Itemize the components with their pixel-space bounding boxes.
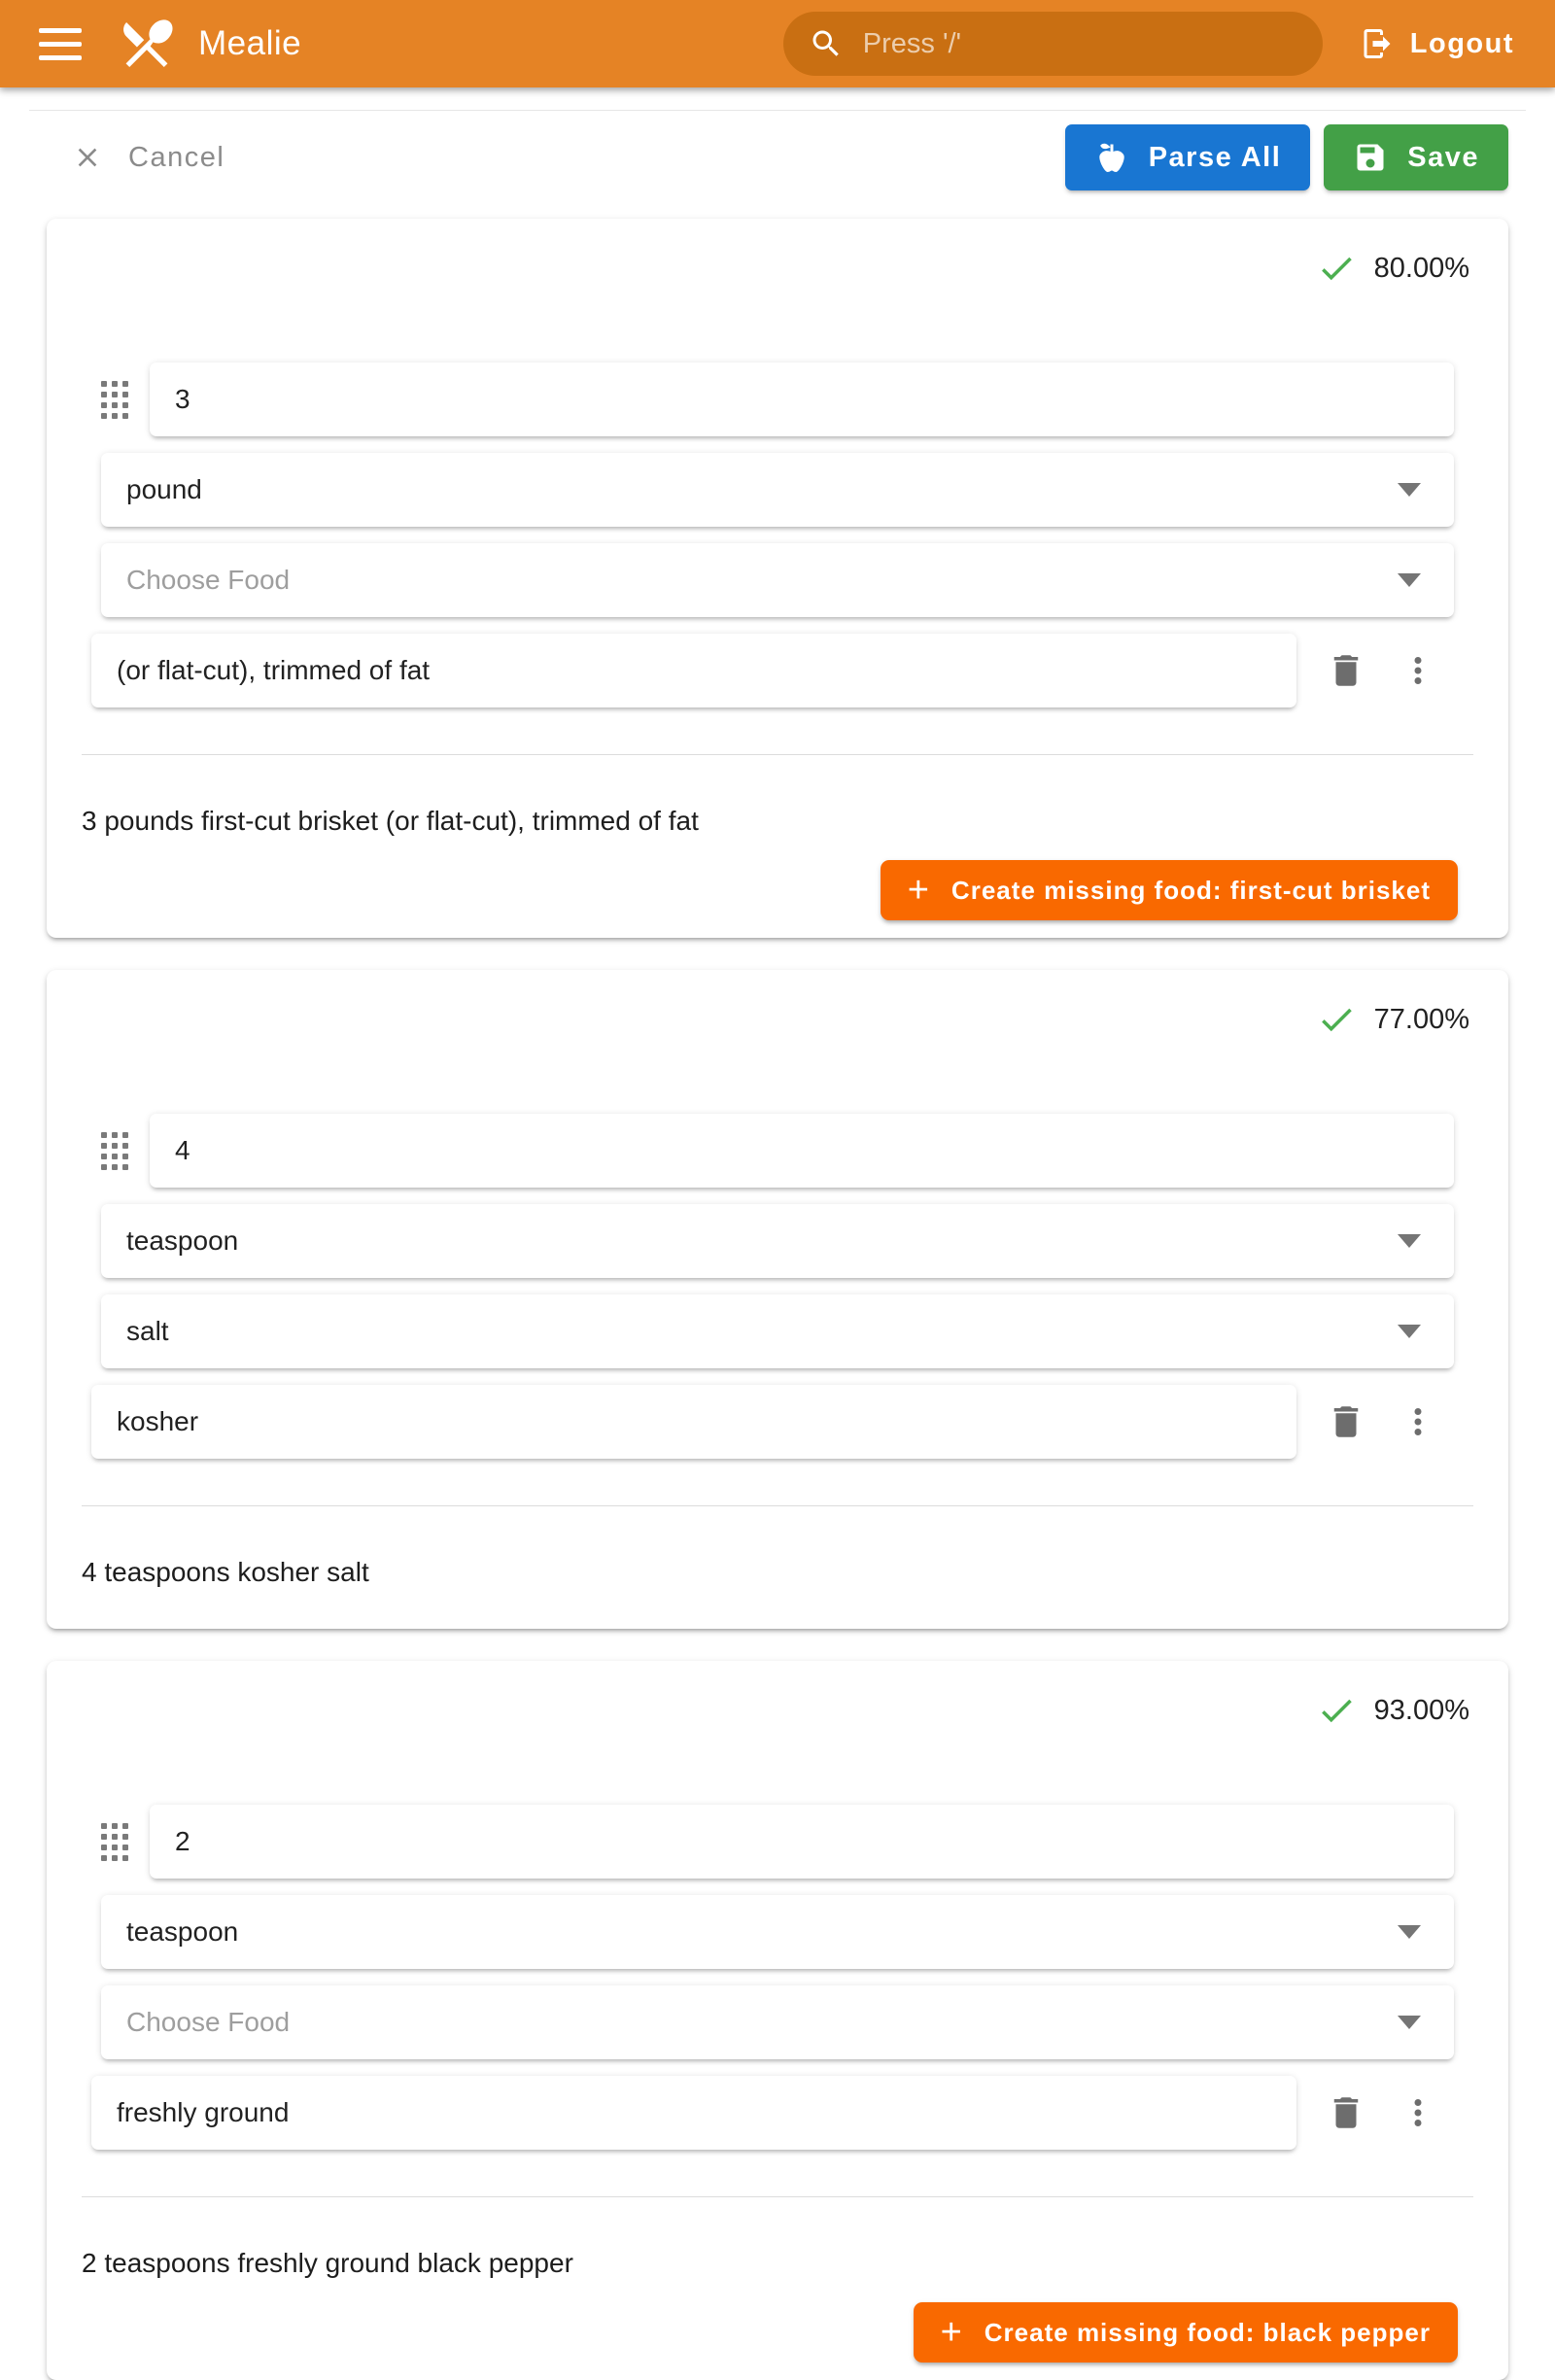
- quantity-input[interactable]: [175, 384, 1429, 415]
- confidence-check-icon: [1316, 1690, 1357, 1731]
- note-input[interactable]: [117, 2097, 1271, 2128]
- divider: [29, 110, 1526, 111]
- food-placeholder: Choose Food: [126, 565, 291, 595]
- confidence-percent: 77.00%: [1373, 1003, 1469, 1035]
- drag-handle-icon[interactable]: [101, 1132, 128, 1170]
- unit-select[interactable]: [101, 453, 1454, 527]
- search-icon: [809, 26, 844, 61]
- food-row: [101, 543, 1454, 617]
- quantity-field[interactable]: [150, 362, 1454, 436]
- quantity-field[interactable]: [150, 1114, 1454, 1188]
- cancel-button[interactable]: [72, 142, 225, 174]
- unit-select[interactable]: [101, 1895, 1454, 1969]
- ingredient-card-2: [47, 970, 1508, 1629]
- confidence-row: [82, 995, 1469, 1044]
- unit-row: [101, 1895, 1454, 1969]
- ingredient-card-3: [47, 1661, 1508, 2380]
- food-select[interactable]: [101, 543, 1454, 617]
- quantity-input[interactable]: [175, 1135, 1429, 1166]
- delete-button[interactable]: [1326, 2092, 1366, 2133]
- confidence-row: [82, 1686, 1469, 1735]
- chevron-down-icon: [1398, 1925, 1421, 1939]
- save-icon: [1353, 140, 1388, 175]
- note-field[interactable]: [91, 634, 1296, 707]
- trash-icon: [1326, 650, 1366, 691]
- trash-icon: [1326, 1401, 1366, 1442]
- more-options-button[interactable]: [1398, 650, 1438, 691]
- divider: [82, 2196, 1473, 2197]
- unit-select[interactable]: [101, 1204, 1454, 1278]
- hamburger-menu-icon[interactable]: [39, 28, 82, 60]
- apple-icon: [1094, 140, 1129, 175]
- quantity-field[interactable]: [150, 1805, 1454, 1879]
- original-ingredient-text: 3 pounds first-cut brisket (or flat-cut), trimmed of fat: [82, 806, 699, 836]
- kebab-menu-icon: [1398, 2092, 1438, 2133]
- ingredient-card-1: [47, 219, 1508, 938]
- food-placeholder: Choose Food: [126, 2007, 291, 2037]
- chevron-down-icon: [1398, 1325, 1421, 1338]
- create-missing-food-label: Create missing food: black pepper: [984, 2317, 1431, 2347]
- food-select[interactable]: [101, 1294, 1454, 1368]
- note-field[interactable]: [91, 2076, 1296, 2150]
- quantity-row: [101, 362, 1454, 436]
- food-row: [101, 1985, 1454, 2059]
- parser-toolbar: [47, 123, 1508, 191]
- kebab-menu-icon: [1398, 1401, 1438, 1442]
- create-missing-food-label: Create missing food: first-cut brisket: [950, 875, 1431, 905]
- card-actions: [82, 2302, 1458, 2363]
- quantity-row: [101, 1114, 1454, 1188]
- food-row: [101, 1294, 1454, 1368]
- unit-value: teaspoon: [126, 1916, 239, 1947]
- food-value: salt: [126, 1316, 169, 1346]
- close-icon: [72, 142, 103, 173]
- unit-value: pound: [126, 474, 202, 504]
- logout-label: Logout: [1409, 27, 1514, 59]
- parse-all-button[interactable]: [1065, 124, 1311, 190]
- note-field[interactable]: [91, 1385, 1296, 1459]
- note-row: [91, 2076, 1473, 2150]
- create-missing-food-button[interactable]: + Create missing food: black pepper: [914, 2302, 1458, 2363]
- cancel-label: Cancel: [128, 141, 225, 173]
- logout-button[interactable]: [1354, 25, 1520, 62]
- note-row: [91, 1385, 1473, 1459]
- unit-row: [101, 453, 1454, 527]
- confidence-percent: 93.00%: [1373, 1694, 1469, 1726]
- divider: [82, 754, 1473, 755]
- quantity-row: [101, 1805, 1454, 1879]
- chevron-down-icon: [1398, 1234, 1421, 1248]
- drag-handle-icon[interactable]: [101, 1823, 128, 1861]
- original-ingredient-text: 4 teaspoons kosher salt: [82, 1557, 369, 1587]
- chevron-down-icon: [1398, 2016, 1421, 2029]
- search-bar[interactable]: [783, 12, 1323, 76]
- divider: [82, 1505, 1473, 1506]
- original-ingredient-text: 2 teaspoons freshly ground black pepper: [82, 2248, 573, 2278]
- kebab-menu-icon: [1398, 650, 1438, 691]
- note-input[interactable]: [117, 1406, 1271, 1437]
- unit-value: teaspoon: [126, 1225, 239, 1256]
- save-button[interactable]: [1324, 124, 1508, 190]
- app-bar: [0, 0, 1555, 87]
- logout-icon: [1360, 26, 1395, 61]
- delete-button[interactable]: [1326, 650, 1366, 691]
- confidence-check-icon: [1316, 248, 1357, 289]
- chevron-down-icon: [1398, 573, 1421, 587]
- trash-icon: [1326, 2092, 1366, 2133]
- card-actions: [82, 860, 1458, 920]
- chevron-down-icon: [1398, 483, 1421, 497]
- create-missing-food-button[interactable]: + Create missing food: first-cut brisket: [881, 860, 1458, 920]
- food-select[interactable]: [101, 1985, 1454, 2059]
- confidence-row: [82, 244, 1469, 293]
- quantity-input[interactable]: [175, 1826, 1429, 1857]
- drag-handle-icon[interactable]: [101, 381, 128, 419]
- more-options-button[interactable]: [1398, 2092, 1438, 2133]
- confidence-percent: 80.00%: [1373, 252, 1469, 284]
- parse-all-label: Parse All: [1148, 141, 1282, 173]
- note-input[interactable]: [117, 655, 1271, 686]
- confidence-check-icon: [1316, 999, 1357, 1040]
- save-label: Save: [1407, 141, 1479, 173]
- more-options-button[interactable]: [1398, 1401, 1438, 1442]
- delete-button[interactable]: [1326, 1401, 1366, 1442]
- mealie-logo-icon[interactable]: [117, 14, 177, 74]
- search-input[interactable]: [861, 27, 1297, 61]
- unit-row: [101, 1204, 1454, 1278]
- note-row: [91, 634, 1473, 707]
- app-title: Mealie: [198, 24, 302, 62]
